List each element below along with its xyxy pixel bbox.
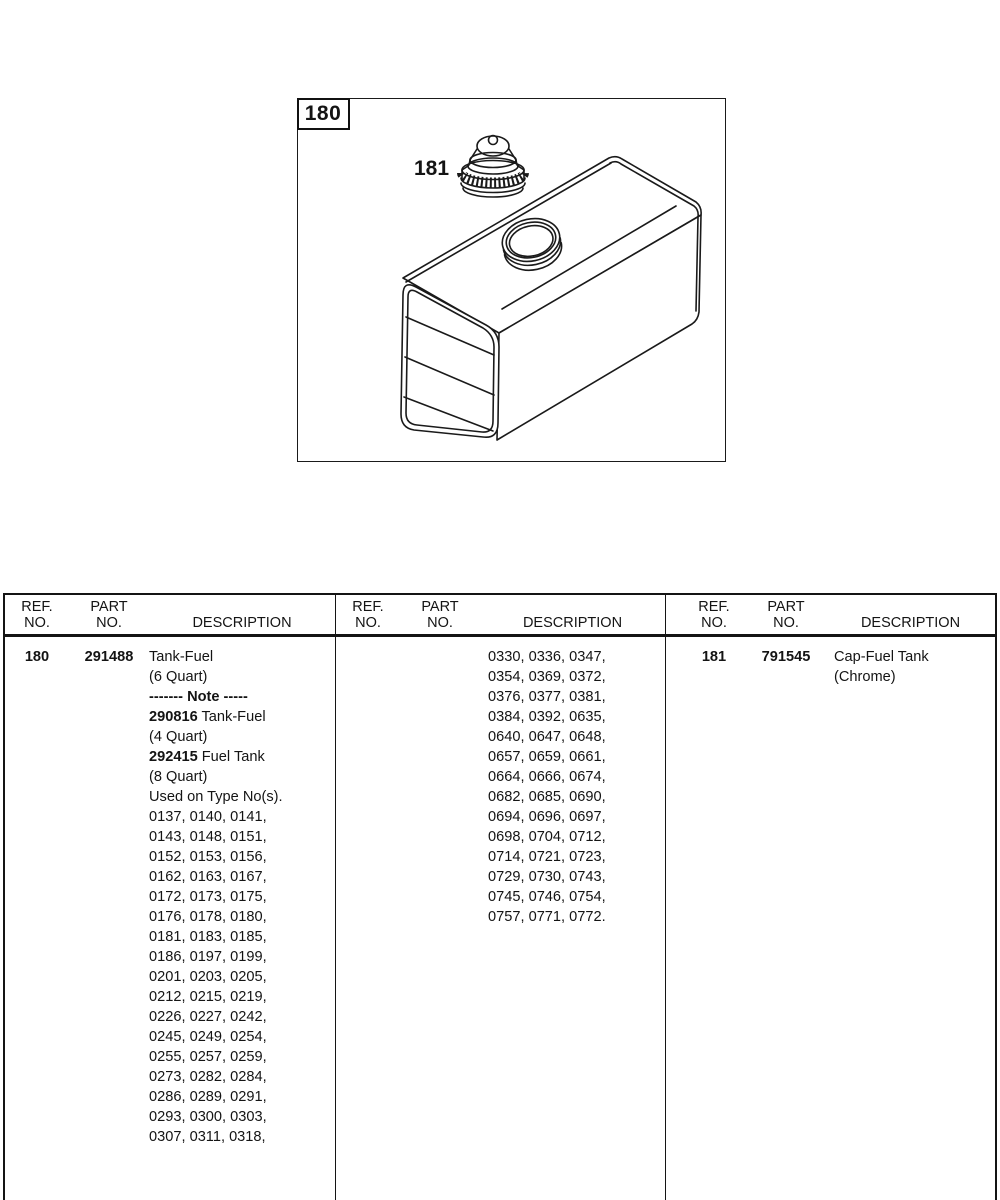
description-line: 0714, 0721, 0723, <box>488 849 606 865</box>
ref-no-cell: 181 <box>701 649 727 665</box>
description-header: DESCRIPTION <box>192 614 292 631</box>
description-line: 0137, 0140, 0141, <box>149 809 267 825</box>
description-line: 0694, 0696, 0697, <box>488 809 606 825</box>
description-line: 0172, 0173, 0175, <box>149 889 267 905</box>
description-line: 0330, 0336, 0347, <box>488 649 606 665</box>
table-column-3 <box>665 595 995 1200</box>
description-line: 0657, 0659, 0661, <box>488 749 606 765</box>
description-line: 0181, 0183, 0185, <box>149 929 267 945</box>
description-line: (4 Quart) <box>149 729 208 745</box>
description-cell <box>826 647 995 687</box>
description-line: ------- Note ----- <box>149 689 248 705</box>
description-line: 290816 Tank-Fuel <box>149 709 266 725</box>
description-line: 0729, 0730, 0743, <box>488 869 606 885</box>
part-no-cell: 291488 <box>84 649 134 665</box>
description-cell <box>149 647 335 1147</box>
ref-no-header: REF. NO. <box>21 599 53 631</box>
description-line: 0273, 0282, 0284, <box>149 1069 267 1085</box>
description-line: 292415 Fuel Tank <box>149 749 265 765</box>
description-line: 0384, 0392, 0635, <box>488 709 606 725</box>
description-line: (6 Quart) <box>149 669 208 685</box>
column-header <box>5 595 335 637</box>
description-line: (Chrome) <box>834 669 896 685</box>
description-line: 0354, 0369, 0372, <box>488 669 606 685</box>
description-line: Used on Type No(s). <box>149 789 283 805</box>
description-line: 0293, 0300, 0303, <box>149 1109 267 1125</box>
part-no-header: PART NO. <box>90 599 128 631</box>
description-header: DESCRIPTION <box>522 614 623 631</box>
description-line: Tank-Fuel <box>149 649 214 665</box>
fuel-cap-illustration <box>461 136 525 198</box>
description-line: 0745, 0746, 0754, <box>488 889 606 905</box>
description-line: 0255, 0257, 0259, <box>149 1049 267 1065</box>
description-line: 0307, 0311, 0318, <box>149 1129 266 1145</box>
description-line: 0286, 0289, 0291, <box>149 1089 267 1105</box>
description-line: 0698, 0704, 0712, <box>488 829 606 845</box>
ref-no-cell: 180 <box>24 649 50 665</box>
part-no-header: PART NO. <box>421 599 459 631</box>
description-line: Cap-Fuel Tank <box>834 649 929 665</box>
description-line: 0664, 0666, 0674, <box>488 769 606 785</box>
fuel-tank-illustration <box>298 99 727 463</box>
description-line: (8 Quart) <box>149 769 208 785</box>
description-line: 0757, 0771, 0772. <box>488 909 606 925</box>
description-line: 0186, 0197, 0199, <box>149 949 267 965</box>
description-line: 0143, 0148, 0151, <box>149 829 267 845</box>
description-header: DESCRIPTION <box>860 614 961 631</box>
part-no-cell: 791545 <box>761 649 811 665</box>
description-line: 0152, 0153, 0156, <box>149 849 267 865</box>
column-body <box>666 637 995 1200</box>
callout-181-label: 181 <box>414 157 450 180</box>
diagram-panel <box>297 98 726 462</box>
parts-table <box>3 593 997 1200</box>
description-line: 0682, 0685, 0690, <box>488 789 606 805</box>
column-body <box>5 637 335 1200</box>
figure-number-label: 180 <box>297 98 350 130</box>
column-body <box>336 637 665 1200</box>
description-line: 0376, 0377, 0381, <box>488 689 606 705</box>
column-header <box>666 595 995 637</box>
ref-no-header: REF. NO. <box>698 599 730 631</box>
table-column-1 <box>5 595 335 1200</box>
description-line: 0212, 0215, 0219, <box>149 989 267 1005</box>
description-line: 0162, 0163, 0167, <box>149 869 267 885</box>
column-header <box>336 595 665 637</box>
table-column-2 <box>335 595 665 1200</box>
part-no-header: PART NO. <box>767 599 805 631</box>
description-line: 0226, 0227, 0242, <box>149 1009 267 1025</box>
description-line: 0176, 0178, 0180, <box>149 909 267 925</box>
description-line: 0245, 0249, 0254, <box>149 1029 267 1045</box>
description-line: 0201, 0203, 0205, <box>149 969 267 985</box>
ref-no-header: REF. NO. <box>352 599 384 631</box>
description-line: 0640, 0647, 0648, <box>488 729 606 745</box>
description-cell <box>480 647 665 927</box>
